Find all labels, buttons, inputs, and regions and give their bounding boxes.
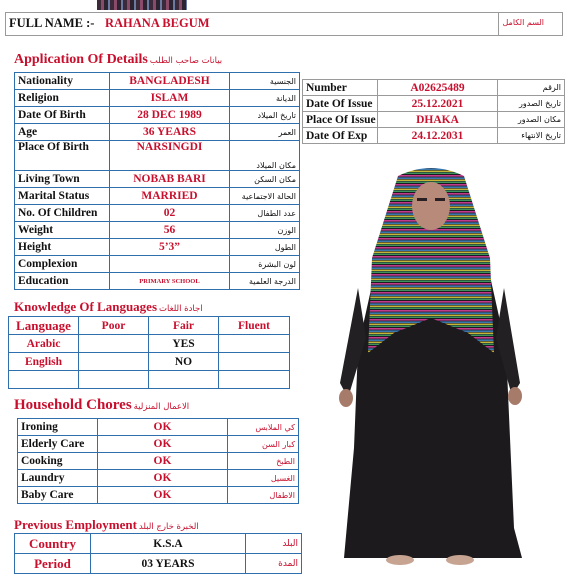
period-value: 03 YEARS: [91, 554, 246, 574]
chores-title: Household Chores: [14, 397, 132, 413]
baby-care-label: Baby Care: [18, 487, 98, 504]
complexion-value: [110, 256, 230, 273]
table-row: [18, 453, 299, 470]
living-town-label: Living Town: [15, 171, 110, 188]
table-row: [15, 554, 302, 574]
elderly-care-label: Elderly Care: [18, 436, 98, 453]
fluent-header: Fluent: [219, 317, 290, 335]
nationality-ar: الجنسية: [230, 73, 300, 90]
table-row: [15, 141, 300, 171]
languages-title: Knowledge Of Languages: [14, 299, 158, 314]
weight-value: 56: [110, 222, 230, 239]
application-table: [14, 72, 300, 290]
empty-cell: [79, 371, 149, 389]
fair-header: Fair: [149, 317, 219, 335]
religion-value: ISLAM: [110, 90, 230, 107]
table-row: [15, 256, 300, 273]
exp-date-ar: تاريخ الانتهاء: [498, 128, 565, 144]
table-row: [15, 73, 300, 90]
languages-heading: [14, 299, 203, 315]
languages-table: [8, 316, 290, 389]
baby-care-ar: الاطفال: [228, 487, 299, 504]
arabic-fair: YES: [149, 335, 219, 353]
exp-date-label: Date Of Exp: [303, 128, 378, 144]
marital-status-ar: الحالة الاجتماعية: [230, 188, 300, 205]
children-label: No. Of Children: [15, 205, 110, 222]
education-label: Education: [15, 273, 110, 290]
table-row: [9, 353, 290, 371]
table-row: [18, 436, 299, 453]
table-row: [15, 222, 300, 239]
place-of-birth-label: Place Of Birth: [15, 141, 110, 171]
employment-table: [14, 533, 302, 574]
issue-place-label: Place Of Issue: [303, 112, 378, 128]
issue-place-value: DHAKA: [378, 112, 498, 128]
education-ar: الدرجة العلمية: [230, 273, 300, 290]
education-value: PRIMARY SCHOOL: [110, 273, 230, 290]
height-ar: الطول: [230, 239, 300, 256]
height-label: Height: [15, 239, 110, 256]
issue-date-ar: تاريخ الصدور: [498, 96, 565, 112]
complexion-ar: لون البشرة: [230, 256, 300, 273]
chores-heading: [14, 397, 189, 414]
children-value: 02: [110, 205, 230, 222]
living-town-ar: مكان السكن: [230, 171, 300, 188]
place-of-birth-ar: مكان الميلاد: [230, 141, 300, 171]
issue-date-value: 25.12.2021: [378, 96, 498, 112]
ironing-value: OK: [98, 419, 228, 436]
table-row: [18, 487, 299, 504]
place-of-birth-value: NARSINGDI: [110, 141, 230, 171]
baby-care-value: OK: [98, 487, 228, 504]
period-label: Period: [15, 554, 91, 574]
full-name-divider: [498, 13, 499, 35]
chores-title-ar: الاعمال المنزلية: [133, 402, 190, 412]
cooking-ar: الطبخ: [228, 453, 299, 470]
age-ar: العمر: [230, 124, 300, 141]
table-row: [15, 90, 300, 107]
ironing-label: Ironing: [18, 419, 98, 436]
table-row: [9, 371, 290, 389]
employment-heading: [14, 517, 199, 533]
table-row: [15, 188, 300, 205]
table-row: [15, 534, 302, 554]
marital-status-value: MARRIED: [110, 188, 230, 205]
arabic-label: Arabic: [9, 335, 79, 353]
country-label: Country: [15, 534, 91, 554]
full-name-bar: [5, 12, 563, 36]
exp-date-value: 24.12.2031: [378, 128, 498, 144]
period-ar: المدة: [246, 554, 302, 574]
arabic-poor: [79, 335, 149, 353]
empty-cell: [149, 371, 219, 389]
english-poor: [79, 353, 149, 371]
height-value: 5’3”: [110, 239, 230, 256]
laundry-value: OK: [98, 470, 228, 487]
arabic-fluent: [219, 335, 290, 353]
full-name-ar: السم الكامل: [502, 18, 544, 27]
candidate-photo: [300, 148, 566, 575]
table-row: [9, 335, 290, 353]
english-fair: NO: [149, 353, 219, 371]
nationality-value: BANGLADESH: [110, 73, 230, 90]
nationality-label: Nationality: [15, 73, 110, 90]
age-label: Age: [15, 124, 110, 141]
empty-cell: [9, 371, 79, 389]
laundry-label: Laundry: [18, 470, 98, 487]
laundry-ar: الغسيل: [228, 470, 299, 487]
religion-ar: الديانة: [230, 90, 300, 107]
weight-ar: الوزن: [230, 222, 300, 239]
person-figure: [300, 148, 566, 575]
chores-table: [17, 418, 299, 504]
weight-label: Weight: [15, 222, 110, 239]
table-row: [15, 205, 300, 222]
full-name-label: FULL NAME :-: [9, 16, 95, 30]
children-ar: عدد الطفال: [230, 205, 300, 222]
full-name-value: RAHANA BEGUM: [105, 16, 210, 30]
table-row: [303, 80, 565, 96]
complexion-label: Complexion: [15, 256, 110, 273]
dob-value: 28 DEC 1989: [110, 107, 230, 124]
passport-table: [302, 79, 565, 144]
table-row: [9, 317, 290, 335]
table-row: [15, 171, 300, 188]
passport-number-label: Number: [303, 80, 378, 96]
elderly-care-ar: كبار السن: [228, 436, 299, 453]
table-row: [15, 107, 300, 124]
age-value: 36 YEARS: [110, 124, 230, 141]
table-row: [303, 96, 565, 112]
table-row: [15, 124, 300, 141]
dob-ar: تاريخ الميلاد: [230, 107, 300, 124]
empty-cell: [219, 371, 290, 389]
religion-label: Religion: [15, 90, 110, 107]
table-row: [18, 419, 299, 436]
table-row: [18, 470, 299, 487]
cooking-value: OK: [98, 453, 228, 470]
passport-number-value: A02625489: [378, 80, 498, 96]
issue-place-ar: مكان الصدور: [498, 112, 565, 128]
cooking-label: Cooking: [18, 453, 98, 470]
living-town-value: NOBAB BARI: [110, 171, 230, 188]
application-title: Application Of Details: [14, 52, 148, 67]
application-heading: [14, 52, 222, 68]
application-rows: [15, 73, 300, 290]
english-label: English: [9, 353, 79, 371]
elderly-care-value: OK: [98, 436, 228, 453]
country-value: K.S.A: [91, 534, 246, 554]
marital-status-label: Marital Status: [15, 188, 110, 205]
employment-title-ar: الخبرة خارج البلد: [138, 522, 199, 532]
table-row: [15, 239, 300, 256]
table-row: [303, 112, 565, 128]
language-header: Language: [9, 317, 79, 335]
application-title-ar: بيانات صاحب الطلب: [149, 56, 223, 66]
languages-title-ar: اجادة اللغات: [159, 304, 203, 314]
passport-number-ar: الرقم: [498, 80, 565, 96]
country-ar: البلد: [246, 534, 302, 554]
table-row: [303, 128, 565, 144]
top-photo-fragment: [97, 0, 187, 10]
dob-label: Date Of Birth: [15, 107, 110, 124]
poor-header: Poor: [79, 317, 149, 335]
issue-date-label: Date Of Issue: [303, 96, 378, 112]
table-row: [15, 273, 300, 290]
employment-title: Previous Employment: [14, 517, 137, 532]
english-fluent: [219, 353, 290, 371]
ironing-ar: كي الملابس: [228, 419, 299, 436]
